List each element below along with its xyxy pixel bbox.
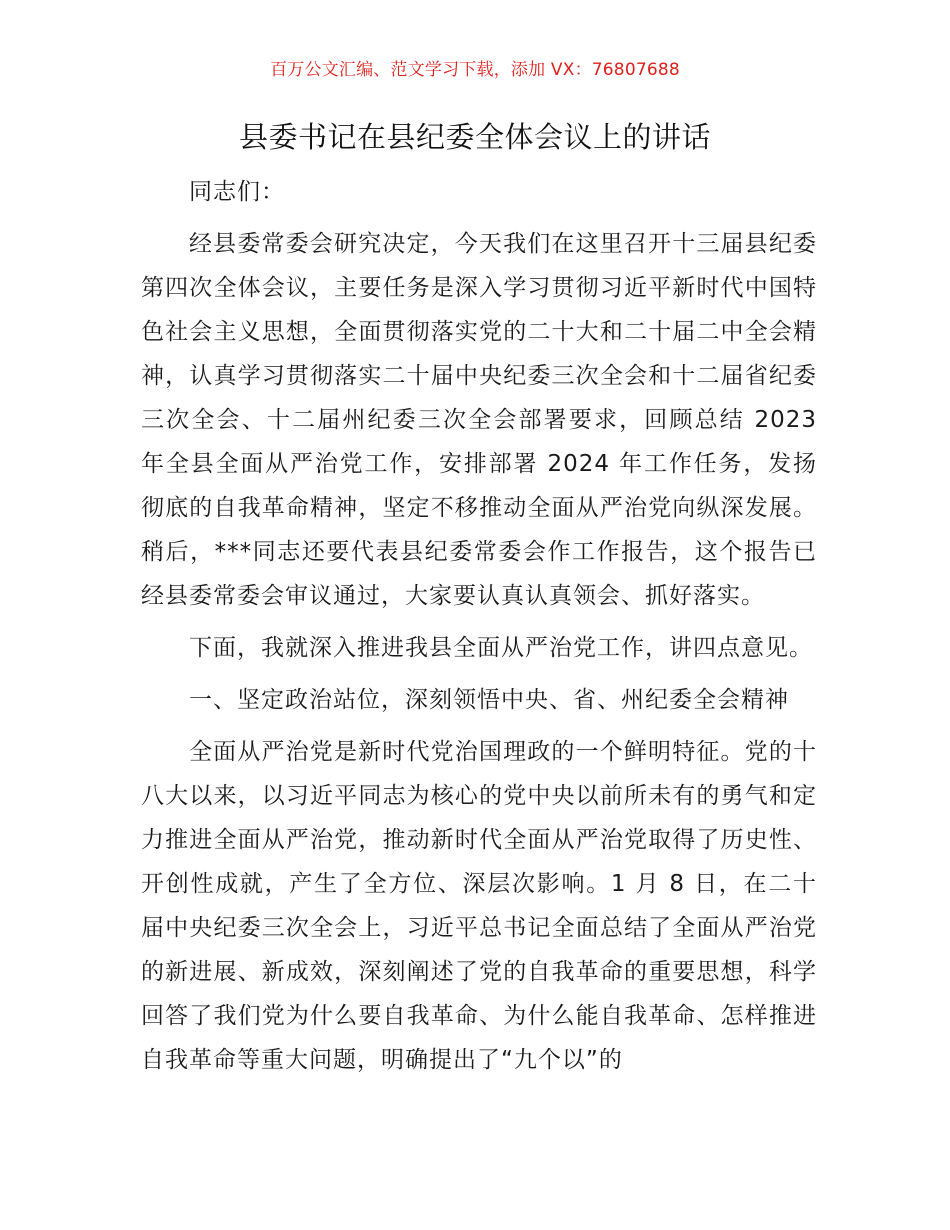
page-title: 县委书记在县纪委全体会议上的讲话 [238, 120, 711, 154]
watermark-banner: 百万公文汇编、范文学习下载，添加 VX：76807688 [270, 60, 680, 80]
paragraph-outline: 下面，我就深入推进我县全面从严治党工作，讲四点意见。 [189, 635, 813, 661]
document-body [141, 170, 817, 1090]
paragraph-section-one: 全面从严治党是新时代党治国理政的一个鲜明特征。党的十八大以来，以习近平同志为核心的党中央以前所未有的勇气和定力推进全面从严治党，推动新时代全面从严治党取得了历史性、开创性成就，产生了全方位、深层次影响。1 月 8 日，在二十届中央纪委三次全会上，习近平总书记全面总结了全面从严治党的新进展、新成效，深刻阐述了党的自我革命的重要思想，科学回答了我们党为什么要自我革命、为什么能自我革命、怎样推进自我革命等重大问题，明确提出了“九个以”的 [141, 739, 817, 1073]
section-heading: 一、坚定政治站位，深刻领悟中央、省、州纪委全会精神 [189, 687, 789, 713]
salutation: 同志们： [189, 179, 285, 205]
paragraph-intro: 经县委常委会研究决定，今天我们在这里召开十三届县纪委第四次全体会议，主要任务是深入学习贯彻习近平新时代中国特色社会主义思想，全面贯彻落实党的二十大和二十届二中全会精神，认真学习贯彻落实二十届中央纪委三次全会和十二届省纪委三次全会、十二届州纪委三次全会部署要求，回顾总结 2023 年全县全面从严治党工作，安排部署 2024 年工作任务，发扬彻底的自我革命精神，坚定不移推动全面从严治党向纵深发展。稍后，***同志还要代表县纪委常委会作工作报告，这个报告已经县委常委会审议通过，大家要认真认真领会、抓好落实。 [141, 231, 817, 609]
